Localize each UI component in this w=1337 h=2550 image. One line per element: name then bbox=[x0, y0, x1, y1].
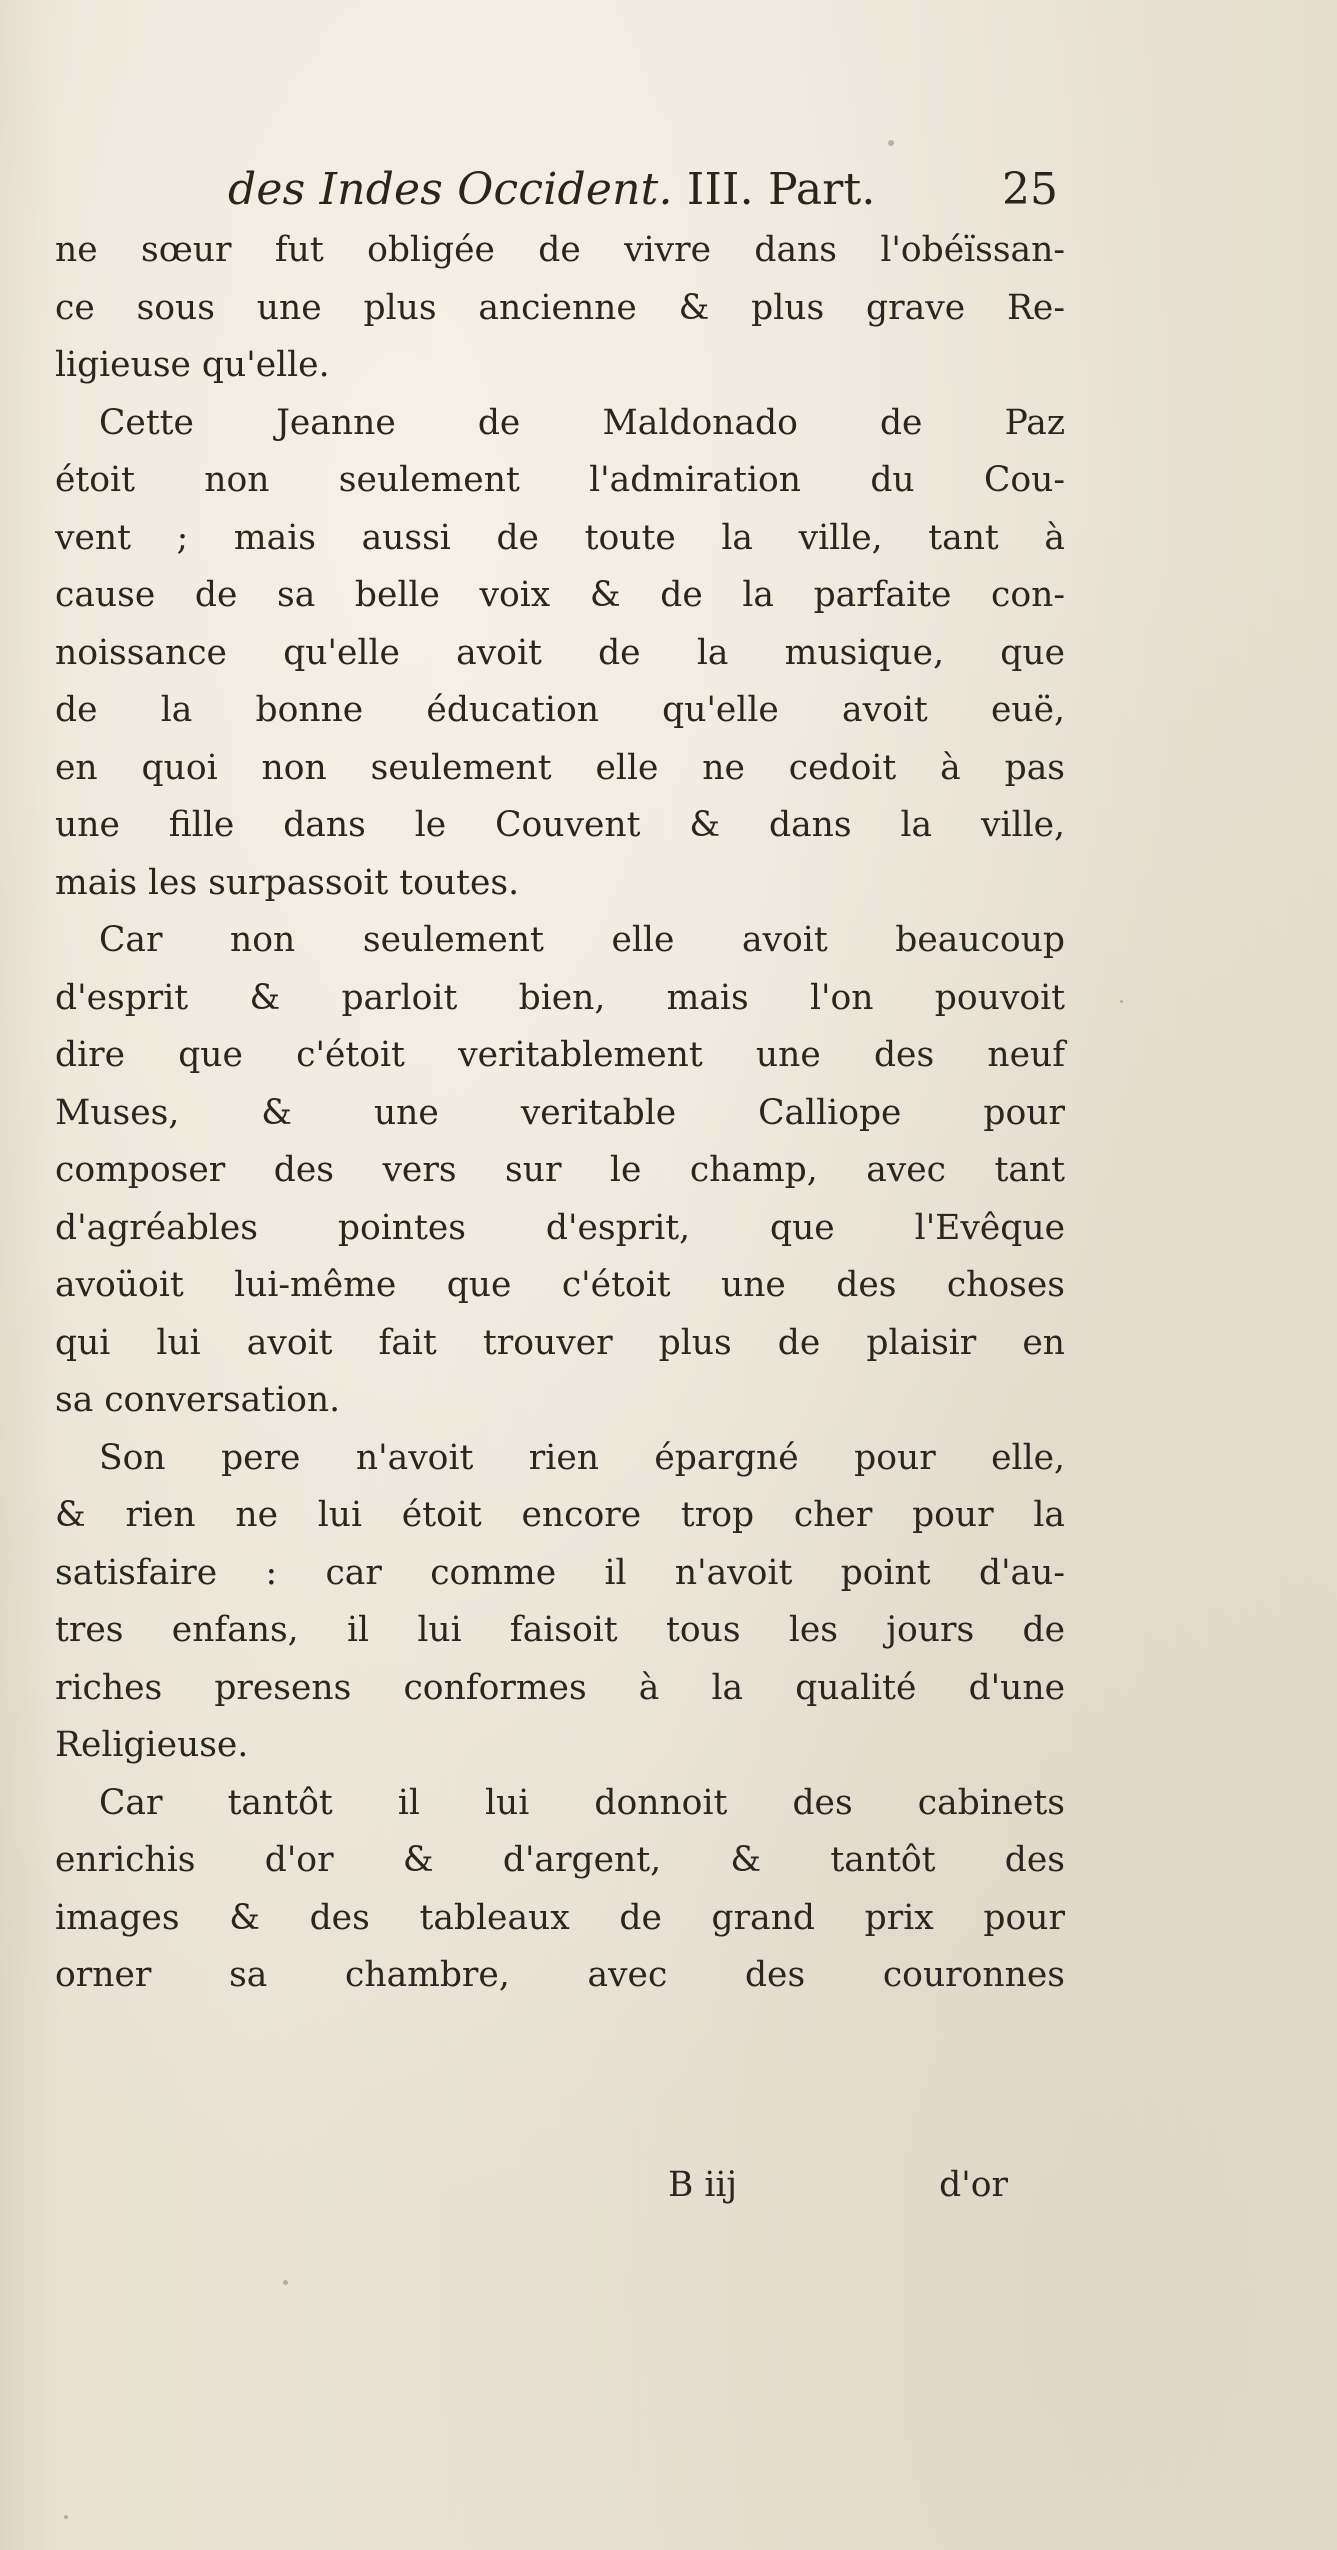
text-line: images & des tableaux de grand prix pour bbox=[55, 1897, 1065, 1938]
text-line: d'agréables pointes d'esprit, que l'Evêque bbox=[55, 1207, 1065, 1248]
text-line: en quoi non seulement elle ne cedoit à pas bbox=[55, 747, 1065, 788]
text-line: avoüoit lui-même que c'étoit une des choses bbox=[55, 1265, 1065, 1305]
text-line: Cette Jeanne de Maldonado de Paz bbox=[99, 402, 1065, 443]
text-line: de la bonne éducation qu'elle avoit euë, bbox=[55, 690, 1065, 730]
text-line: une fille dans le Couvent & dans la ville, bbox=[55, 805, 1065, 845]
text-line: enrichis d'or & d'argent, & tantôt des bbox=[55, 1840, 1065, 1880]
text-line: ne sœur fut obligée de vivre dans l'obéïssan- bbox=[55, 230, 1065, 270]
text-line: cause de sa belle voix & de la parfaite con- bbox=[55, 575, 1065, 615]
text-line: mais les surpassoit toutes. bbox=[55, 862, 520, 903]
text-line: tres enfans, il lui faisoit tous les jours de bbox=[55, 1610, 1065, 1650]
catchword: d'or bbox=[939, 2165, 1008, 2205]
text-line: composer des vers sur le champ, avec tant bbox=[55, 1150, 1065, 1190]
body-text bbox=[55, 222, 1065, 2005]
paper-speck bbox=[283, 2280, 288, 2285]
text-line: & rien ne lui étoit encore trop cher pour la bbox=[55, 1495, 1065, 1535]
text-line: d'esprit & parloit bien, mais l'on pouvoit bbox=[55, 977, 1065, 1018]
text-line: Son pere n'avoit rien épargné pour elle, bbox=[99, 1437, 1065, 1478]
text-line: satisfaire : car comme il n'avoit point d'au- bbox=[55, 1552, 1065, 1593]
text-line: riches presens conformes à la qualité d'une bbox=[55, 1667, 1065, 1708]
text-line: Muses, & une veritable Calliope pour bbox=[55, 1092, 1065, 1133]
running-title-part: III. Part. bbox=[672, 164, 876, 215]
paper-speck bbox=[888, 140, 894, 146]
text-line: sa conversation. bbox=[55, 1380, 341, 1420]
running-title bbox=[228, 160, 876, 220]
text-line: noissance qu'elle avoit de la musique, que bbox=[55, 632, 1065, 673]
paper-speck bbox=[64, 2515, 68, 2519]
text-line: dire que c'étoit veritablement une des neuf bbox=[55, 1035, 1065, 1075]
text-line: qui lui avoit fait trouver plus de plaisir en bbox=[55, 1322, 1065, 1363]
text-line: Religieuse. bbox=[55, 1725, 249, 1765]
page-number: 25 bbox=[1002, 164, 1058, 215]
page-footer bbox=[668, 2157, 1008, 2217]
paper-speck bbox=[1120, 1000, 1123, 1003]
text-line: vent ; mais aussi de toute la ville, tant à bbox=[55, 517, 1065, 558]
text-line: Car tantôt il lui donnoit des cabinets bbox=[99, 1782, 1065, 1823]
running-title-italic: des Indes Occident. bbox=[228, 164, 673, 215]
text-line: orner sa chambre, avec des couronnes bbox=[55, 1955, 1065, 1995]
text-line: étoit non seulement l'admiration du Cou- bbox=[55, 460, 1065, 500]
text-line: Car non seulement elle avoit beaucoup bbox=[99, 920, 1065, 960]
text-line: ce sous une plus ancienne & plus grave Re- bbox=[55, 287, 1065, 328]
signature-mark: B iij bbox=[668, 2165, 738, 2205]
text-line: ligieuse qu'elle. bbox=[55, 345, 330, 385]
page-header bbox=[228, 160, 1058, 220]
